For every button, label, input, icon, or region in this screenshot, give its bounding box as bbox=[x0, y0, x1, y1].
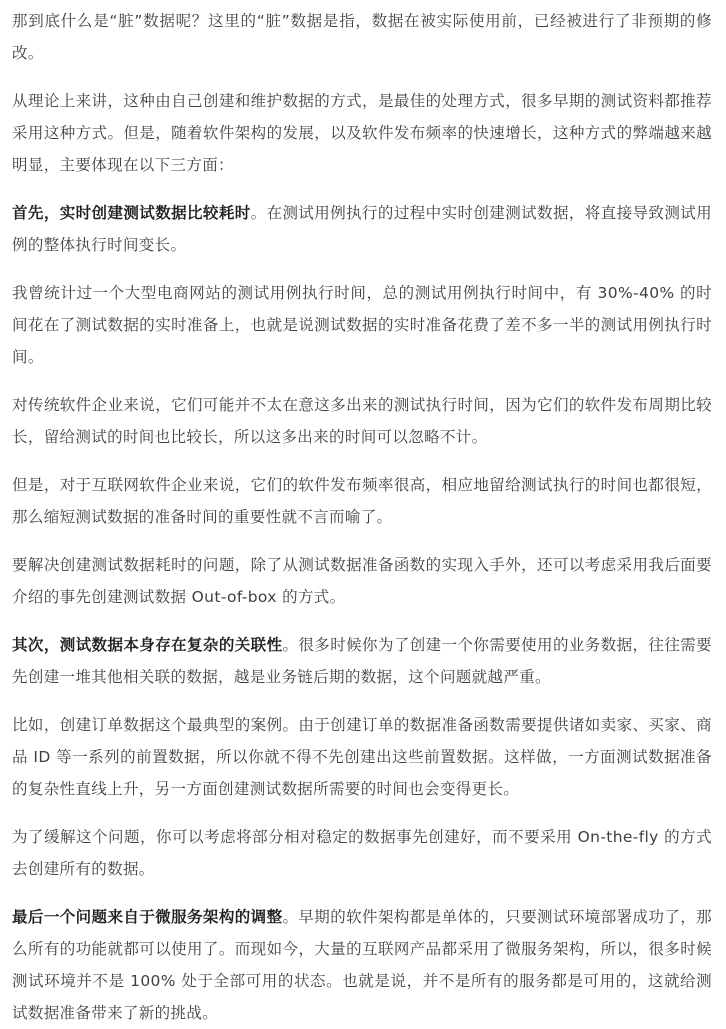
paragraph-internet bbox=[12, 469, 712, 533]
paragraph-third-issue bbox=[12, 901, 712, 1029]
paragraph-text: 为了缓解这个问题，你可以考虑将部分相对稳定的数据事先创建好，而不要采用 On-the-fly 的方式去创建所有的数据。 bbox=[12, 828, 712, 878]
paragraph-first-issue bbox=[12, 197, 712, 261]
article-body bbox=[0, 5, 726, 1029]
paragraph-second-issue bbox=[12, 629, 712, 693]
paragraph-text: 但是，对于互联网软件企业来说，它们的软件发布频率很高，相应地留给测试执行的时间也都很短，那么缩短测试数据的准备时间的重要性就不言而喻了。 bbox=[12, 476, 712, 526]
paragraph-text: 。很多时候你为了创建一个你需要使用的业务数据，往往需要先创建一堆其他相关联的数据，越是业务链后期的数据，这个问题就越严重。 bbox=[12, 636, 713, 686]
paragraph-lead: 最后一个问题来自于微服务架构的调整 bbox=[12, 908, 283, 926]
paragraph-lead: 其次，测试数据本身存在复杂的关联性 bbox=[12, 636, 283, 654]
paragraph-traditional bbox=[12, 389, 712, 453]
paragraph-solution bbox=[12, 549, 712, 613]
paragraph-text: 那到底什么是“脏”数据呢？这里的“脏”数据是指，数据在被实际使用前，已经被进行了非预期的修改。 bbox=[12, 12, 712, 62]
paragraph-text: 我曾统计过一个大型电商网站的测试用例执行时间，总的测试用例执行时间中，有 30%-40% 的时间花在了测试数据的实时准备上，也就是说测试数据的实时准备花费了差不多一半的测试用例执行时间。 bbox=[12, 284, 712, 366]
paragraph-lead: 首先，实时创建测试数据比较耗时 bbox=[12, 204, 251, 222]
paragraph-text: 对传统软件企业来说，它们可能并不太在意这多出来的测试执行时间，因为它们的软件发布周期比较长，留给测试的时间也比较长，所以这多出来的时间可以忽略不计。 bbox=[12, 396, 712, 446]
paragraph-stats bbox=[12, 277, 712, 373]
paragraph-mitigation bbox=[12, 821, 712, 885]
paragraph-order-example bbox=[12, 709, 712, 805]
paragraph-dirty-data-definition bbox=[12, 5, 712, 69]
paragraph-theory-intro bbox=[12, 85, 712, 181]
paragraph-text: 从理论上来讲，这种由自己创建和维护数据的方式，是最佳的处理方式，很多早期的测试资料都推荐采用这种方式。但是，随着软件架构的发展，以及软件发布频率的快速增长，这种方式的弊端越来越明显，主要体现在以下三方面： bbox=[12, 92, 712, 174]
paragraph-text: 要解决创建测试数据耗时的问题，除了从测试数据准备函数的实现入手外，还可以考虑采用我后面要介绍的事先创建测试数据 Out-of-box 的方式。 bbox=[12, 556, 712, 606]
paragraph-text: 比如，创建订单数据这个最典型的案例。由于创建订单的数据准备函数需要提供诸如卖家、买家、商品 ID 等一系列的前置数据，所以你就不得不先创建出这些前置数据。这样做，一方面测试数据准备的复杂性直线上升，另一方面创建测试数据所需要的时间也会变得更长。 bbox=[12, 716, 712, 798]
paragraph-text: 。在测试用例执行的过程中实时创建测试数据，将直接导致测试用例的整体执行时间变长。 bbox=[12, 204, 712, 254]
paragraph-text: 。早期的软件架构都是单体的，只要测试环境部署成功了，那么所有的功能就都可以使用了。而现如今，大量的互联网产品都采用了微服务架构，所以，很多时候测试环境并不是 100% 处于全部可用的状态。也就是说，并不是所有的服务都是可用的，这就给测试数据准备带来了新的挑战。 bbox=[12, 908, 713, 1022]
